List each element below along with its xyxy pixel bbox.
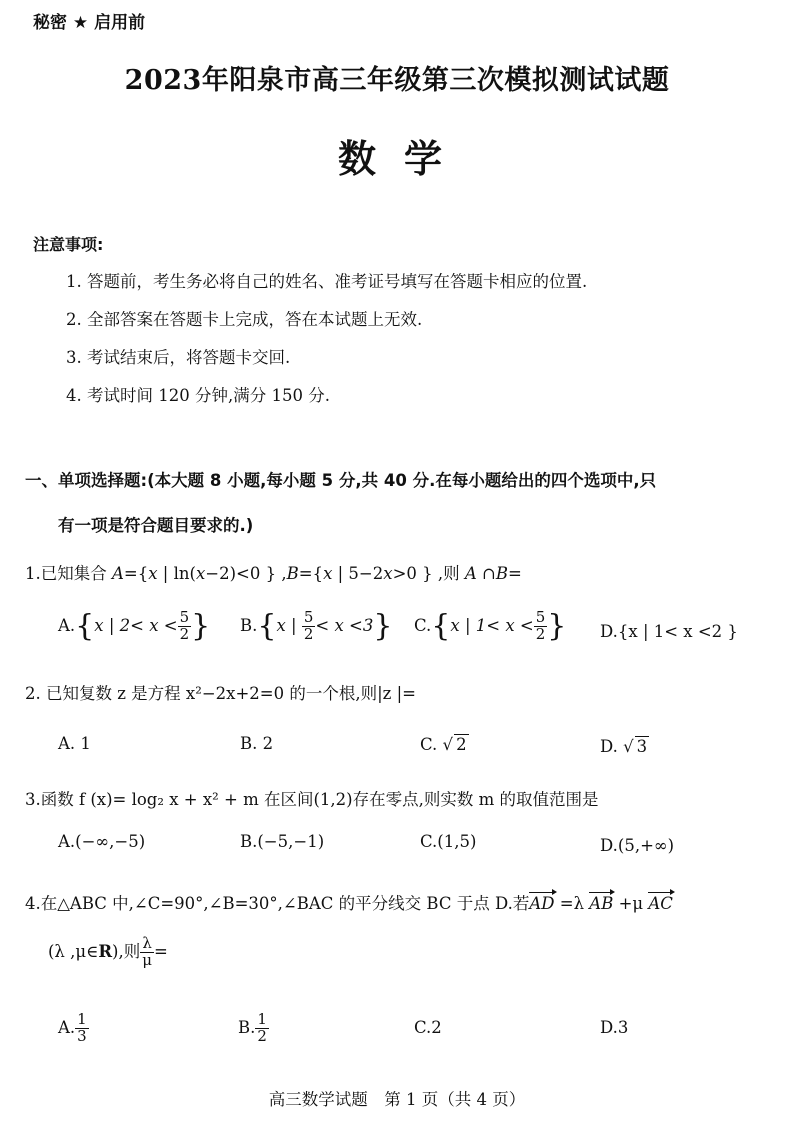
question-1-option-c: C.{x | 1< x < $\frac{5}{2}$ } xyxy=(414,608,567,644)
question-4-stem-line1: 4.在△ABC 中,∠C=90°,∠B=30°,∠BAC 的平分线交 BC 于点 D.若AD =λ AB +μ AC xyxy=(25,894,673,913)
question-4-stem-line2: (λ ,μ∈R),则 $\frac{\lambda}{\mu}$ = xyxy=(48,934,168,969)
question-2-option-b: B. 2 xyxy=(240,734,274,753)
exam-title: 2023年阳泉市高三年级第三次模拟测试试题 xyxy=(124,65,670,96)
note-item: 1. 答题前，考生务必将自己的姓名、准考证号填写在答题卡相应的位置. xyxy=(66,272,588,291)
question-2-option-c: C. √ 2 xyxy=(420,735,467,754)
notes-heading: 注意事项: xyxy=(33,235,104,254)
question-4-option-b: B. $\frac{1}{2}$ xyxy=(238,1010,267,1045)
question-3-option-c: C.(1,5) xyxy=(420,832,477,851)
note-item: 4. 考试时间 120 分钟,满分 150 分. xyxy=(66,386,330,405)
section-heading-cont: 有一项是符合题目要求的.) xyxy=(58,516,254,535)
question-1-option-a: A.{x | 2< x < $\frac{5}{2}$ } xyxy=(58,608,211,644)
question-1-stem: 1.已知集合 A={x | ln(x−2)<0 } ,B={x | 5−2x>0 } ,则 A ∩B= xyxy=(25,564,522,583)
question-3-stem: 3.函数 f (x)= log₂ x + x² + m 在区间(1,2)存在零点,则实数 m 的取值范围是 xyxy=(25,790,599,809)
question-4-option-a: A. $\frac{1}{3}$ xyxy=(58,1010,87,1045)
subject-title: 数学 xyxy=(337,136,470,181)
question-1-option-d: D.{x | 1< x <2 } xyxy=(600,622,738,641)
page-footer: 高三数学试题 第 1 页（共 4 页） xyxy=(268,1090,526,1109)
question-2-option-d: D. √ 3 xyxy=(600,737,648,756)
question-3-option-a: A.(−∞,−5) xyxy=(58,832,146,851)
question-4-option-c: C.2 xyxy=(414,1018,442,1037)
question-3-option-b: B.(−5,−1) xyxy=(240,832,325,851)
confidential-mark: 秘密 ★ 启用前 xyxy=(33,13,146,33)
question-2-option-a: A. 1 xyxy=(58,734,91,753)
question-4-option-d: D.3 xyxy=(600,1018,629,1037)
note-item: 2. 全部答案在答题卡上完成，答在本试题上无效. xyxy=(66,310,423,329)
question-2-stem: 2. 已知复数 z 是方程 x²−2x+2=0 的一个根,则|z |= xyxy=(25,684,416,703)
section-heading: 一、单项选择题:(本大题 8 小题,每小题 5 分,共 40 分.在每小题给出的四个选项中,只 xyxy=(25,471,657,490)
question-3-option-d: D.(5,+∞) xyxy=(600,836,675,855)
question-1-option-b: B.{x | $\frac{5}{2}$ < x <3} xyxy=(240,608,393,644)
note-item: 3. 考试结束后，将答题卡交回. xyxy=(66,348,291,367)
